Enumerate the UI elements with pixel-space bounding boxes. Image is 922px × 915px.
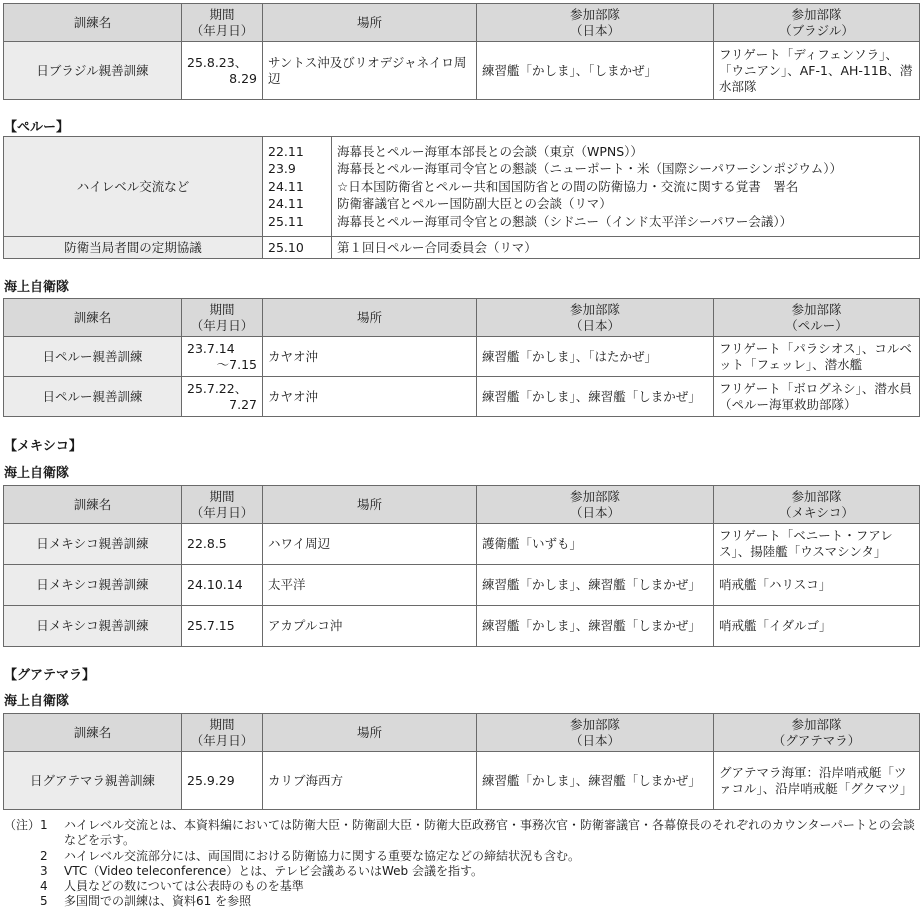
section-title-mexico: 【メキシコ】	[4, 439, 82, 454]
highlevel-item: 防衛審議官とペルー国防副大臣との会談（リマ）	[337, 196, 612, 212]
units-japan: 練習艦「かしま」、練習艦「しまかぜ」	[477, 752, 714, 810]
header-units-japan: 参加部隊 （日本）	[477, 714, 714, 752]
table-row	[4, 42, 920, 100]
highlevel-label: ハイレベル交流など	[4, 137, 263, 237]
training-place: カヤオ沖	[263, 377, 477, 417]
training-name: 日メキシコ親善訓練	[4, 565, 182, 606]
header-training-name: 訓練名	[4, 4, 182, 42]
highlevel-date: 24.11	[268, 196, 304, 212]
units-partner: フリゲート「ディフェンソラ」、「ウニアン」、AF-1、AH-11B、潜水部隊	[714, 42, 920, 100]
table-row	[4, 606, 920, 647]
header-period: 期間 （年月日）	[182, 299, 263, 337]
footnote-item	[4, 894, 918, 909]
table-row	[4, 752, 920, 810]
section-title-peru: 【ペルー】	[4, 120, 70, 135]
header-units-partner: 参加部隊 （ブラジル）	[714, 4, 920, 42]
units-japan: 練習艦「かしま」、練習艦「しまかぜ」	[477, 606, 714, 647]
header-place: 場所	[263, 486, 477, 524]
header-units-partner: 参加部隊 （グアテマラ）	[714, 714, 920, 752]
footnote-number: 3	[40, 863, 48, 878]
training-name: 日メキシコ親善訓練	[4, 606, 182, 647]
training-name: 日ペルー親善訓練	[4, 377, 182, 417]
highlevel-row	[4, 137, 920, 237]
footnote-text: ハイレベル交流部分には、両国間における防衛協力に関する重要な協定などの締結状況も含む。	[64, 848, 581, 863]
header-period: 期間 （年月日）	[182, 4, 263, 42]
training-date	[182, 337, 263, 377]
table-row	[4, 377, 920, 417]
training-place: サントス沖及びリオデジャネイロ周辺	[263, 42, 477, 100]
table-header-row	[4, 714, 920, 752]
header-period: 期間 （年月日）	[182, 714, 263, 752]
date-start: 25.8.23、	[187, 54, 248, 70]
regular-consultation-row	[4, 237, 920, 259]
footnote-number: 4	[40, 879, 48, 894]
units-partner: 哨戒艦「ハリスコ」	[714, 565, 920, 606]
footnote-item	[4, 879, 918, 894]
mexico-training-table	[3, 485, 920, 647]
highlevel-item: 海幕長とペルー海軍司令官との懇談（ニューポート・米（国際シーパワーシンポジウム））	[337, 161, 842, 177]
header-units-partner: 参加部隊 （ペルー）	[714, 299, 920, 337]
section-title-guatemala-msdf: 海上自衛隊	[4, 694, 70, 709]
training-date: 25.7.15	[182, 606, 263, 647]
regular-consultation-text: 第１回日ペルー合同委員会（リマ）	[332, 237, 920, 259]
footnote-number: 1	[40, 818, 48, 832]
highlevel-item: ☆日本国防衛省とペルー共和国国防省との間の防衛協力・交流に関する覚書 署名	[337, 178, 799, 194]
header-training-name: 訓練名	[4, 714, 182, 752]
section-title-mexico-msdf: 海上自衛隊	[4, 466, 70, 481]
table-header-row	[4, 299, 920, 337]
units-partner: グアテマラ海軍：沿岸哨戒艇「ツァコル」、沿岸哨戒艇「グクマツ」	[714, 752, 920, 810]
training-name: 日メキシコ親善訓練	[4, 524, 182, 565]
training-place: カヤオ沖	[263, 337, 477, 377]
footnote-text: VTC（Video teleconference）とは、テレビ会議あるいはWeb 会議を指す。	[64, 863, 484, 878]
footnote-number: 2	[40, 848, 48, 863]
header-place: 場所	[263, 4, 477, 42]
table-row	[4, 524, 920, 565]
section-title-guatemala: 【グアテマラ】	[4, 668, 96, 683]
training-place: アカプルコ沖	[263, 606, 477, 647]
footnote-item	[4, 818, 918, 849]
footnote-prefix: （注）	[4, 818, 41, 832]
header-units-japan: 参加部隊 （日本）	[477, 299, 714, 337]
units-partner: フリゲート「ベニート・フアレス」、揚陸艦「ウスマシンタ」	[714, 524, 920, 565]
footnotes	[4, 818, 918, 910]
regular-consultation-date: 25.10	[263, 237, 332, 259]
training-name: 日ペルー親善訓練	[4, 337, 182, 377]
header-units-japan: 参加部隊 （日本）	[477, 4, 714, 42]
units-japan: 練習艦「かしま」、練習艦「しまかぜ」	[477, 377, 714, 417]
date-end: 8.29	[229, 70, 257, 86]
brazil-training-table	[3, 3, 920, 100]
footnote-text: 多国間での訓練は、資料61 を参照	[64, 894, 252, 909]
header-place: 場所	[263, 299, 477, 337]
header-training-name: 訓練名	[4, 486, 182, 524]
units-partner: フリゲート「パラシオス」、コルベット「フェッレ」、潜水艦	[714, 337, 920, 377]
training-date	[182, 42, 263, 100]
units-japan: 練習艦「かしま」、「しまかぜ」	[477, 42, 714, 100]
header-period: 期間 （年月日）	[182, 486, 263, 524]
training-date: 24.10.14	[182, 565, 263, 606]
peru-exchange-table	[3, 136, 920, 259]
highlevel-date: 23.9	[268, 161, 296, 177]
regular-consultation-label: 防衛当局者間の定期協議	[4, 237, 263, 259]
date-end: 7.27	[229, 396, 257, 412]
training-place: 太平洋	[263, 565, 477, 606]
table-header-row	[4, 4, 920, 42]
highlevel-date: 22.11	[268, 143, 304, 159]
header-units-partner: 参加部隊 （メキシコ）	[714, 486, 920, 524]
footnote-text: 人員などの数については公表時のものを基準	[64, 879, 304, 894]
footnote-number: 5	[40, 894, 48, 909]
units-japan: 練習艦「かしま」、「はたかぜ」	[477, 337, 714, 377]
section-title-peru-msdf: 海上自衛隊	[4, 280, 70, 295]
footnote-item	[4, 849, 918, 864]
training-date: 25.9.29	[182, 752, 263, 810]
units-partner: フリゲート「ボログネシ」、潜水員（ペルー海軍救助部隊）	[714, 377, 920, 417]
header-units-japan: 参加部隊 （日本）	[477, 486, 714, 524]
highlevel-item: 海幕長とペルー海軍本部長との会談（東京（WPNS））	[337, 143, 643, 159]
highlevel-items	[332, 137, 920, 237]
units-japan: 護衛艦「いずも」	[477, 524, 714, 565]
units-japan: 練習艦「かしま」、練習艦「しまかぜ」	[477, 565, 714, 606]
header-place: 場所	[263, 714, 477, 752]
footnote-text: ハイレベル交流とは、本資料編においては防衛大臣・防衛副大臣・防衛大臣政務官・事務次官・防衛審議官・各幕僚長のそれぞれのカウンターパートとの会談などを示す。	[64, 818, 915, 848]
date-start: 23.7.14	[187, 340, 235, 356]
training-date: 22.8.5	[182, 524, 263, 565]
header-training-name: 訓練名	[4, 299, 182, 337]
footnote-item	[4, 864, 918, 879]
highlevel-date: 25.11	[268, 213, 304, 229]
peru-training-table	[3, 298, 920, 417]
training-date	[182, 377, 263, 417]
training-place: ハワイ周辺	[263, 524, 477, 565]
table-row	[4, 337, 920, 377]
date-start: 25.7.22、	[187, 380, 248, 396]
training-place: カリブ海西方	[263, 752, 477, 810]
table-header-row	[4, 486, 920, 524]
highlevel-item: 海幕長とペルー海軍司令官との懇談（シドニー（インド太平洋シーパワー会議））	[337, 213, 793, 229]
units-partner: 哨戒艦「イダルゴ」	[714, 606, 920, 647]
training-name: 日グアテマラ親善訓練	[4, 752, 182, 810]
training-name: 日ブラジル親善訓練	[4, 42, 182, 100]
highlevel-date: 24.11	[268, 178, 304, 194]
date-end: ～7.15	[216, 356, 257, 372]
table-row	[4, 565, 920, 606]
guatemala-training-table	[3, 713, 920, 810]
highlevel-dates	[263, 137, 332, 237]
